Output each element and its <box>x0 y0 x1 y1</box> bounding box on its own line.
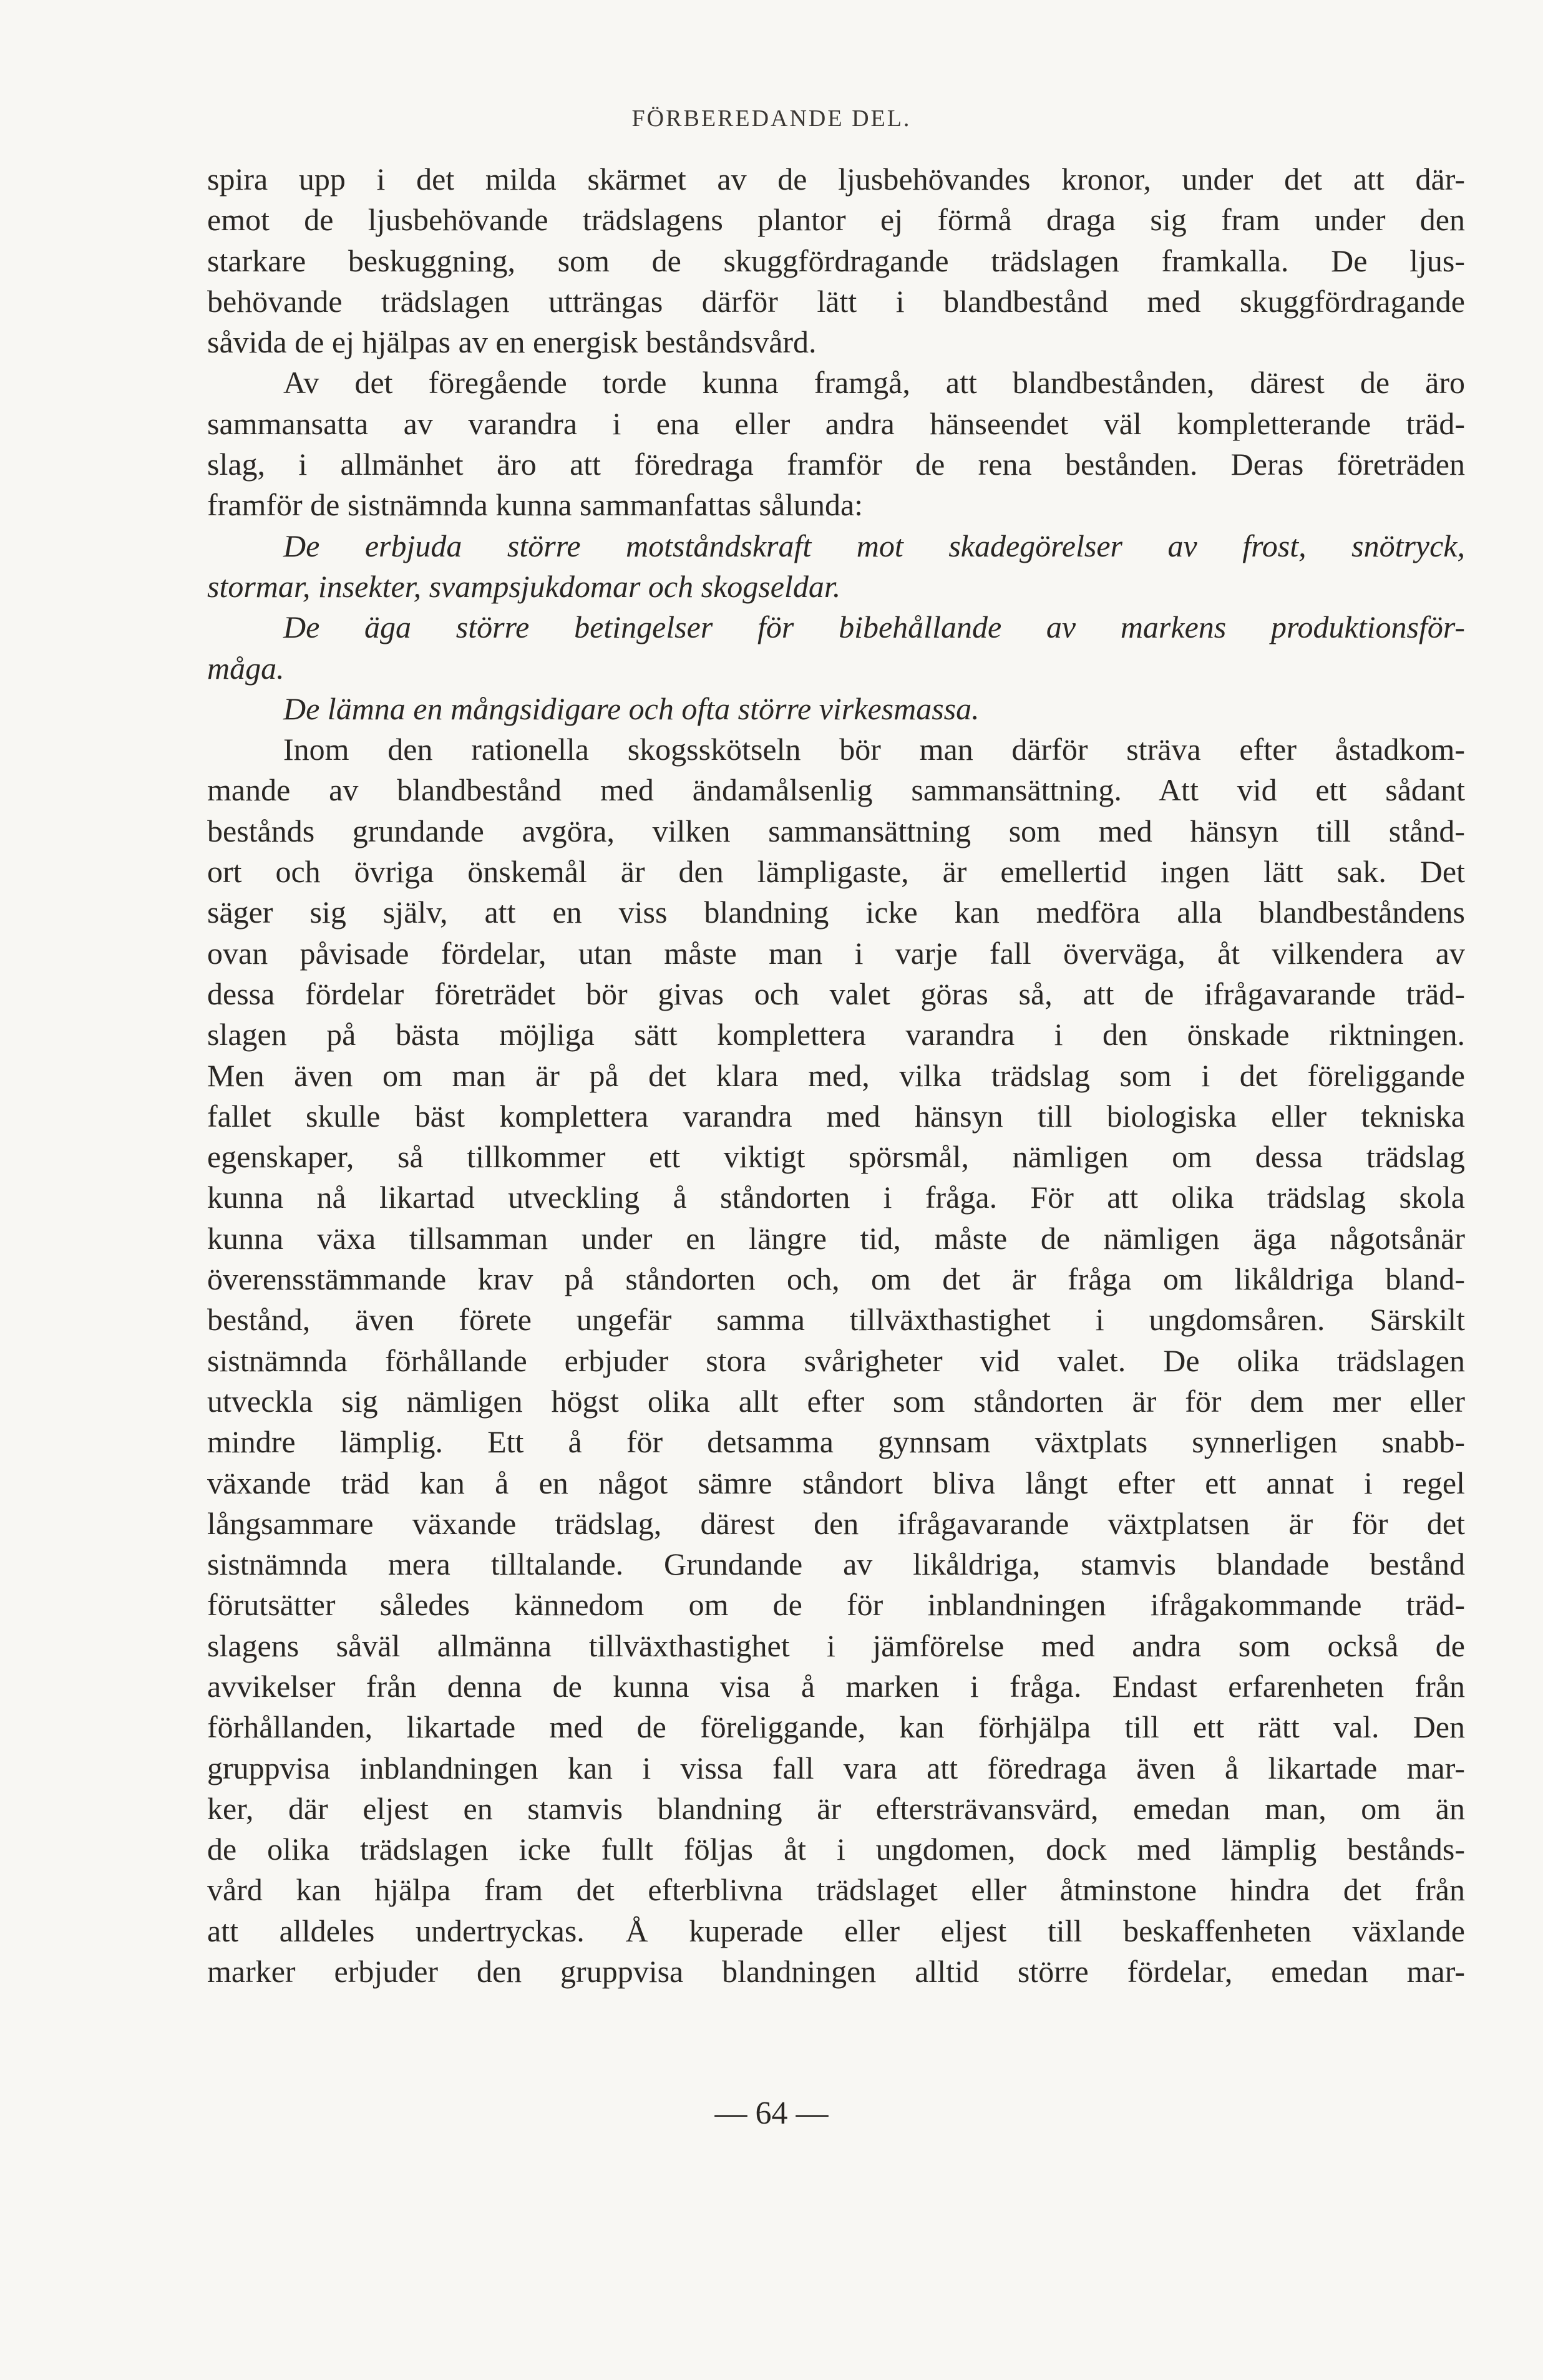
text-line: bestånds grundande avgöra, vilken sammansättning som med hänsyn till stånd- <box>207 813 1465 848</box>
text-line: Av det föregående torde kunna framgå, att blandbestånden, därest de äro <box>283 365 1465 401</box>
text-line: slagens såväl allmänna tillväxthastighet i jämförelse med andra som också de <box>207 1628 1465 1663</box>
text-line: såvida de ej hjälpas av en energisk beståndsvård. <box>207 324 817 360</box>
running-head: FÖRBEREDANDE DEL. <box>631 105 912 132</box>
text-line: säger sig själv, att en viss blandning icke kan medföra alla blandbeståndens <box>207 895 1465 930</box>
text-line: de olika trädslagen icke fullt följas åt i ungdomen, dock med lämplig bestånds- <box>207 1832 1465 1867</box>
text-line: ker, där eljest en stamvis blandning är eftersträvansvärd, emedan man, om än <box>207 1790 1465 1826</box>
text-line: ort och övriga önskemål är den lämpligaste, är emellertid ingen lätt sak. Det <box>207 854 1465 890</box>
text-line: mindre lämplig. Ett å för detsamma gynnsam växtplats synnerligen snabb- <box>207 1424 1465 1460</box>
text-line: växande träd kan å en något sämre ståndort bliva långt efter ett annat i regel <box>207 1465 1465 1500</box>
text-line: sistnämnda mera tilltalande. Grundande av likåldriga, stamvis blandade bestånd <box>207 1547 1465 1582</box>
text-line: framför de sistnämnda kunna sammanfattas sålunda: <box>207 487 864 523</box>
text-line: marker erbjuder den gruppvisa blandningen alltid större fördelar, emedan mar- <box>207 1954 1465 1989</box>
text-line: De äga större betingelser för bibehållande av markens produktionsför- <box>283 610 1465 645</box>
text-line: gruppvisa inblandningen kan i vissa fall vara att föredraga även å likartade mar- <box>207 1750 1465 1785</box>
text-line: att alldeles undertryckas. Å kuperade eller eljest till beskaffenheten växlande <box>207 1913 1465 1948</box>
text-line: kunna nå likartad utveckling å ståndorten i fråga. För att olika trädslag skola <box>207 1180 1465 1215</box>
text-line: spira upp i det milda skärmet av de ljusbehövandes kronor, under det att där- <box>207 162 1465 197</box>
text-line: sammansatta av varandra i ena eller andra hänseendet väl kompletterande träd- <box>207 406 1465 441</box>
text-line: De lämna en mångsidigare och ofta större virkesmassa. <box>283 691 980 726</box>
text-line: bestånd, även förete ungefär samma tillväxthastighet i ungdomsåren. Särskilt <box>207 1302 1465 1338</box>
text-line: sistnämnda förhållande erbjuder stora svårigheter vid valet. De olika trädslagen <box>207 1343 1465 1378</box>
text-line: Inom den rationella skogsskötseln bör man därför sträva efter åstadkom- <box>283 732 1465 767</box>
text-line: långsammare växande trädslag, därest den ifrågavarande växtplatsen är för det <box>207 1505 1465 1541</box>
text-line: starkare beskuggning, som de skuggfördragande trädslagen framkalla. De ljus- <box>207 243 1465 278</box>
text-line: De erbjuda större motståndskraft mot skadegörelser av frost, snötryck, <box>283 528 1465 563</box>
text-line: Men även om man är på det klara med, vilka trädslag som i det föreliggande <box>207 1057 1465 1093</box>
text-line: behövande trädslagen utträngas därför lätt i blandbestånd med skuggfördragande <box>207 283 1465 319</box>
text-line: slagen på bästa möjliga sätt komplettera varandra i den önskade riktningen. <box>207 1017 1465 1052</box>
text-line: egenskaper, så tillkommer ett viktigt spörsmål, nämligen om dessa trädslag <box>207 1139 1465 1175</box>
text-line: vård kan hjälpa fram det efterblivna trädslaget eller åtminstone hindra det från <box>207 1872 1465 1908</box>
text-line: stormar, insekter, svampsjukdomar och skogseldar. <box>207 568 841 604</box>
text-line: fallet skulle bäst komplettera varandra med hänsyn till biologiska eller tekniska <box>207 1098 1465 1134</box>
text-line: mande av blandbestånd med ändamålsenlig sammansättning. Att vid ett sådant <box>207 772 1465 808</box>
text-line: utveckla sig nämligen högst olika allt efter som ståndorten är för dem mer eller <box>207 1383 1465 1419</box>
text-line: måga. <box>207 650 285 686</box>
text-line: slag, i allmänhet äro att föredraga framför de rena bestånden. Deras företräden <box>207 447 1465 482</box>
text-line: överensstämmande krav på ståndorten och, om det är fråga om likåldriga bland- <box>207 1261 1465 1297</box>
text-line: förhållanden, likartade med de föreliggande, kan förhjälpa till ett rätt val. Den <box>207 1709 1465 1745</box>
text-line: avvikelser från denna de kunna visa å marken i fråga. Endast erfarenheten från <box>207 1668 1465 1704</box>
text-line: dessa fördelar företrädet bör givas och valet göras så, att de ifrågavarande träd- <box>207 976 1465 1011</box>
page-number: — 64 — <box>714 2096 829 2131</box>
body-text <box>207 159 1465 1992</box>
text-line: förutsätter således kännedom om de för inblandningen ifrågakommande träd- <box>207 1587 1465 1623</box>
text-line: ovan påvisade fördelar, utan måste man i varje fall överväga, åt vilkendera av <box>207 935 1465 971</box>
text-line: kunna växa tillsamman under en längre tid, måste de nämligen äga någotsånär <box>207 1220 1465 1256</box>
text-line: emot de ljusbehövande trädslagens plantor ej förmå draga sig fram under den <box>207 202 1465 238</box>
